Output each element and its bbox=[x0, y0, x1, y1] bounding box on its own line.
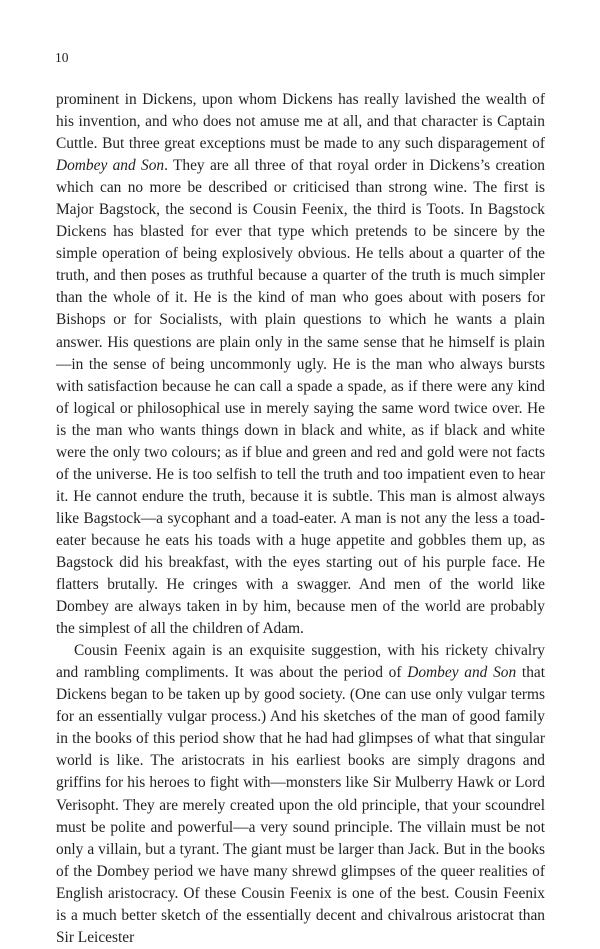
book-title-italic: Dombey and Son bbox=[407, 664, 517, 682]
paragraph-2-text-cont: that Dickens began to be taken up by good society. (One can use only vulgar terms for an essentially vulgar process.) And his sketches of the man of good family in the books of this period show that he had had glimpses of what that singular world is like. The aristocrats in his earliest books are simply dragons and griffins for his heroes to fight with—monsters like Sir Mulberry Hawk or Lord Verisopht. They are merely created upon the old principle, that your scoundrel must be polite and powerful—a very sound principle. The villain must be not only a villain, but a tyrant. The giant must be larger than Jack. But in the books of the Dombey period we have many shrewd glimpses of the queer realities of English aristocracy. Of these Cousin Feenix is one of the best. Cousin Feenix is a much better sketch of the essentially decent and chivalrous aristocrat than Sir Leicester bbox=[56, 664, 546, 946]
book-title-italic: Dombey and Son bbox=[56, 157, 165, 175]
body-text bbox=[56, 89, 545, 949]
paragraph-1-text: prominent in Dickens, upon whom Dickens has really lavished the wealth of his invention, and who does not amuse me at all, and that character is Captain Cuttle. But three great exceptions must be made to any such disparagement of bbox=[56, 91, 545, 153]
paragraph-2 bbox=[56, 640, 545, 949]
page-number: 10 bbox=[55, 50, 69, 65]
paragraph-2-text: Cousin Feenix again is an exquisite suggestion, with his rickety chivalry and rambling compliments. It was about the period of bbox=[56, 642, 545, 682]
paragraph-1 bbox=[56, 89, 545, 640]
paragraph-1-text-cont: . They are all three of that royal order in Dickens’s creation which can no more be described or criticised than strong wine. The first is Major Bagstock, the second is Cousin Feenix, the third is Toots. In Bagstock Dickens has blasted for ever that type which pretends to be sincere by the simple operation of being explosively obvious. He tells about a quarter of the truth, and then poses as truthful because a quarter of the truth is much simpler than the whole of it. He is the kind of man who goes about with posers for Bishops or for Socialists, with plain questions to which he wants a plain answer. His questions are plain only in the same sense that he himself is plain—in the sense of being uncommonly ugly. He is the man who always bursts with satisfaction because he can call a spade a spade, as if there were any kind of logical or philosophical use in merely saying the same word twice over. He is the man who wants things down in black and white, as if black and white were the only two colours; as if blue and green and red and gold were not facts of the universe. He is too selfish to tell the truth and too impatient even to hear it. He cannot endure the truth, because it is subtle. This man is almost always like Bagstock—a sycophant and a toad-eater. A man is not any the less a toad-eater because he eats his toads with a huge appetite and gobbles them up, as Bagstock did his breakfast, with the eyes starting out of his purple face. He flatters brutally. He cringes with a swagger. And men of the world like Dombey are always taken in by him, because men of the world are probably the simplest of all the children of Adam. bbox=[56, 157, 546, 638]
